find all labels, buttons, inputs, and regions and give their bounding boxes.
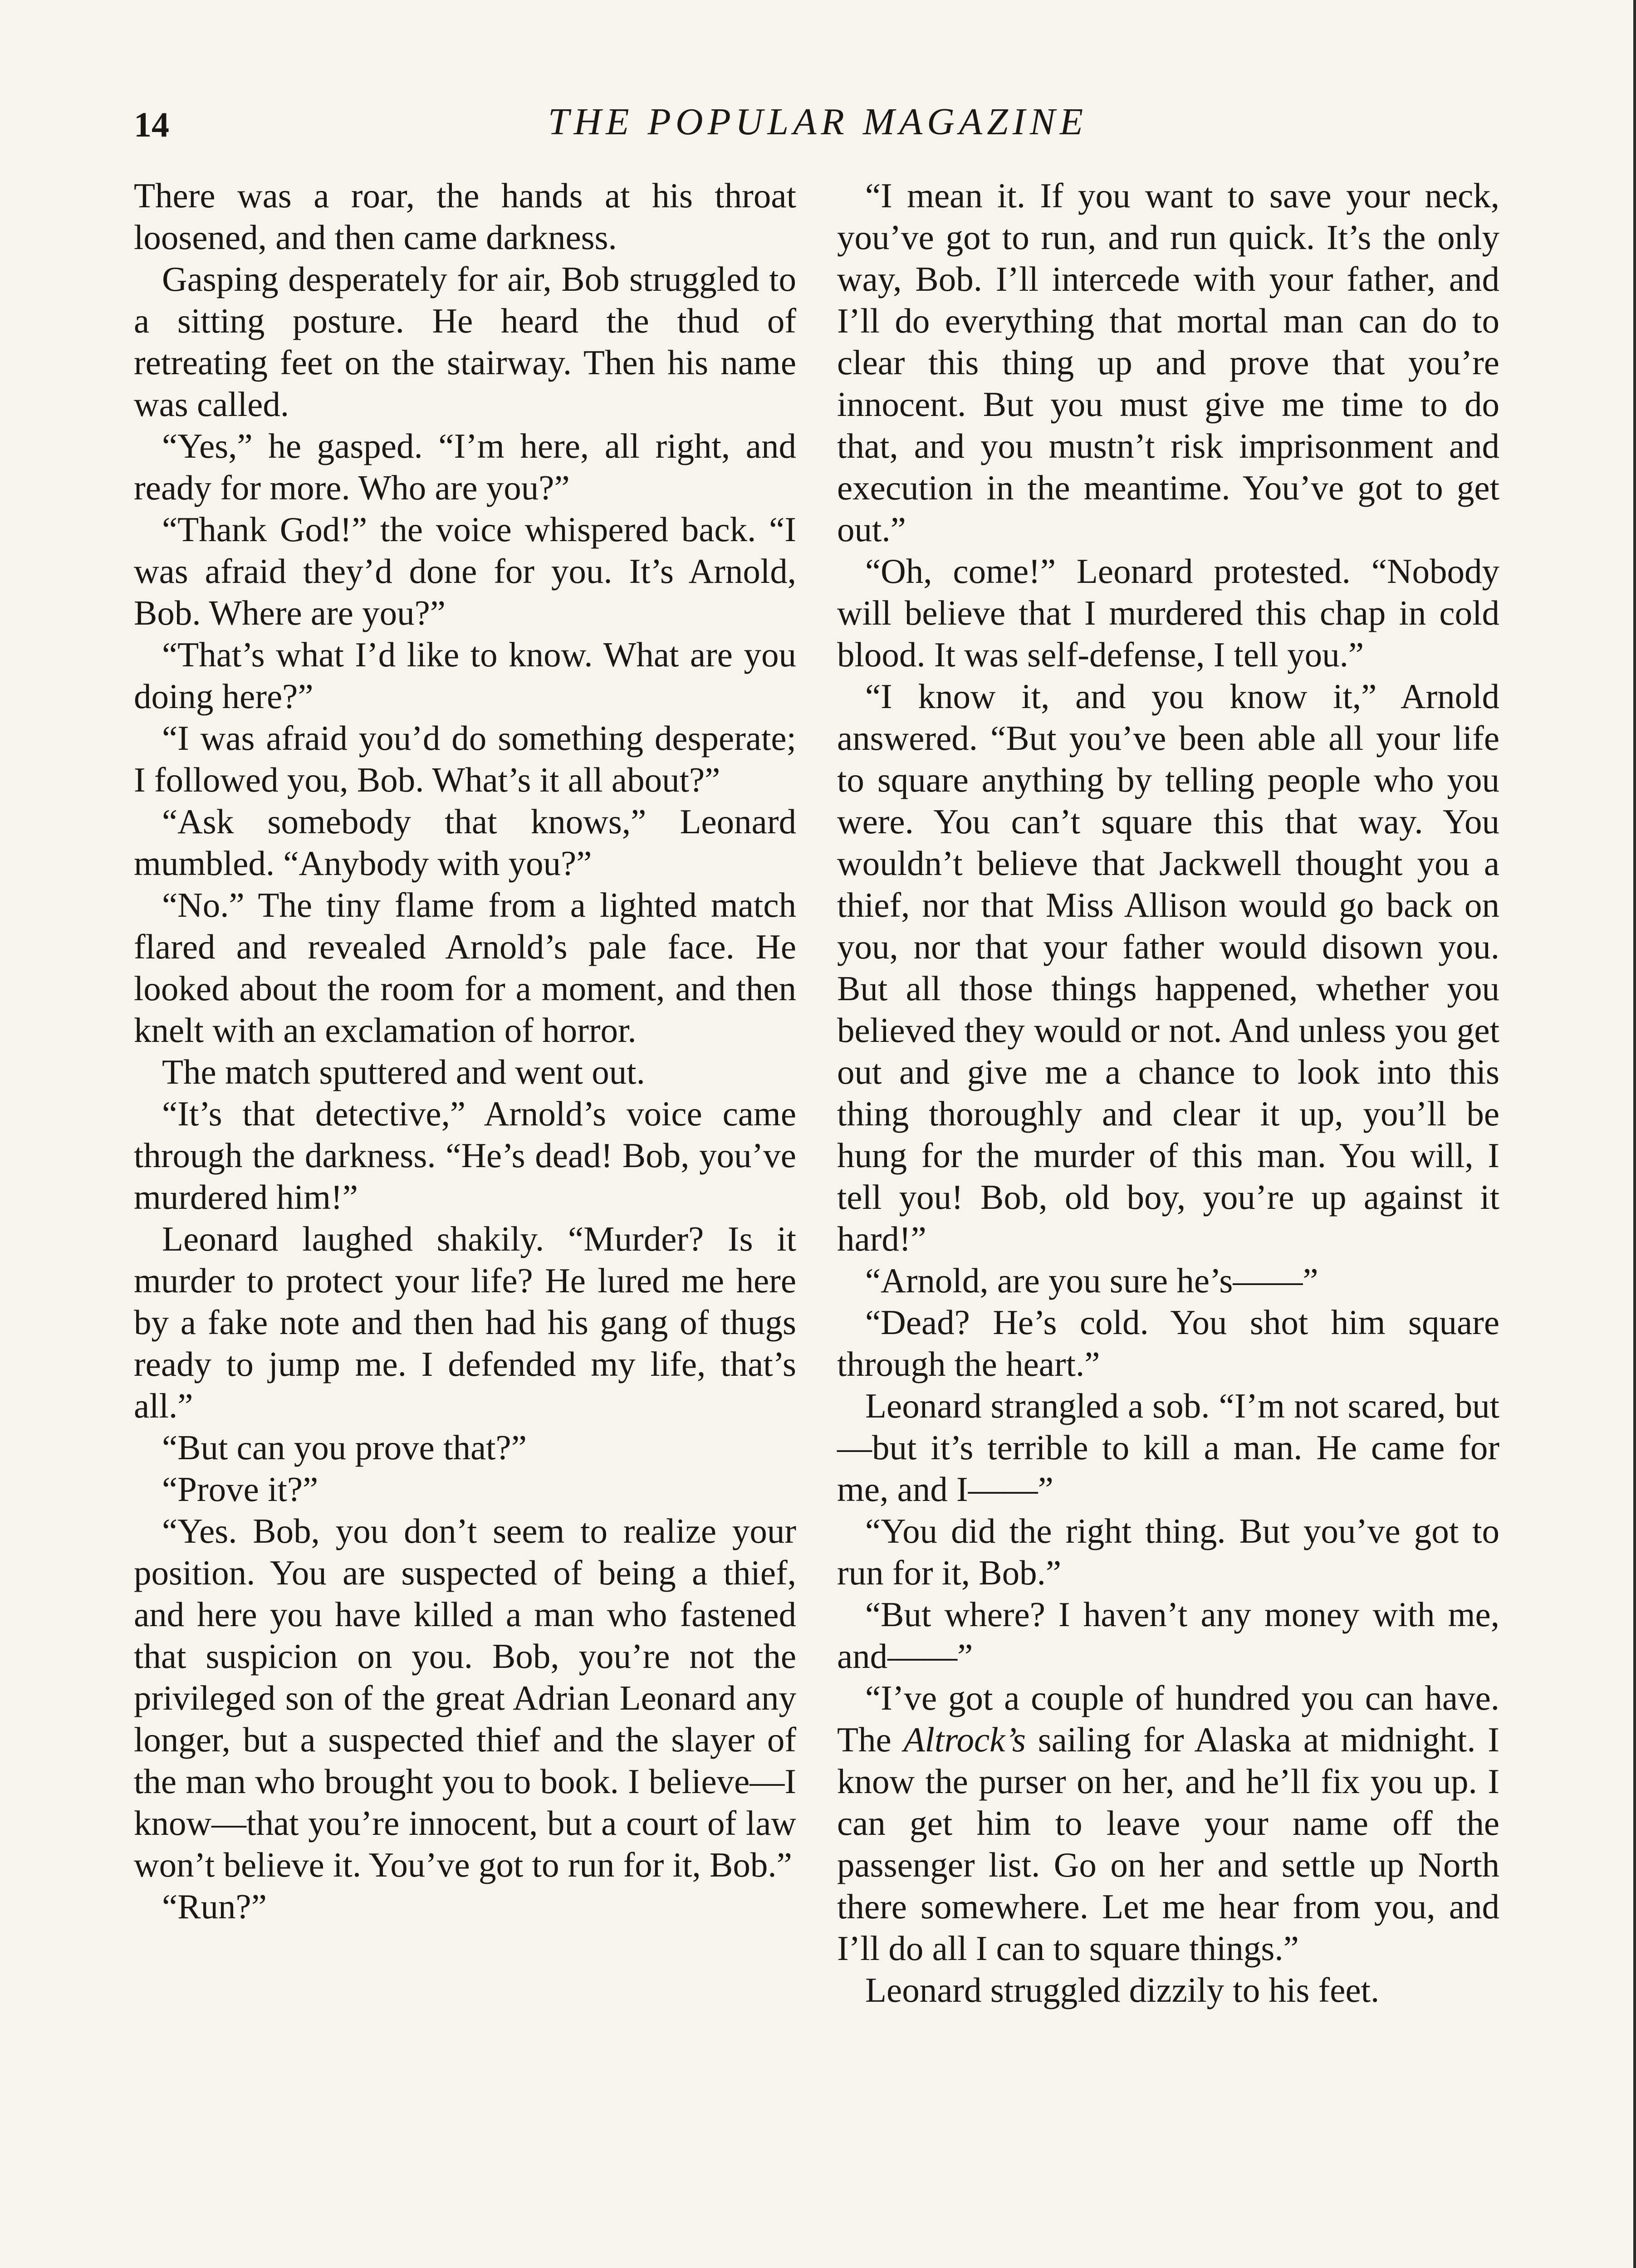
left-text-column — [134, 175, 796, 1927]
right-text-column — [837, 175, 1499, 2011]
paragraph: “Oh, come!” Leonard protested. “Nobody will believe that I murdered this chap in cold blood. It was self-defense, I tell you.” — [837, 552, 1499, 674]
paragraph: Leonard strangled a sob. “I’m not scared, but—but it’s terrible to kill a man. He came for me, and I——” — [837, 1386, 1499, 1509]
paragraph: “Dead? He’s cold. You shot him square through the heart.” — [837, 1303, 1499, 1383]
paragraph: “But where? I haven’t any money with me, and——” — [837, 1595, 1499, 1676]
paragraph: “Prove it?” — [162, 1470, 318, 1509]
paragraph: “Thank God!” the voice whispered back. “I was afraid they’d done for you. It’s Arnold, Bob. Where are you?” — [134, 510, 796, 632]
paragraph: There was a roar, the hands at his throat loosened, and then came darkness. — [134, 176, 796, 257]
paragraph: The match sputtered and went out. — [162, 1052, 645, 1091]
running-title: THE POPULAR MAGAZINE — [548, 101, 1088, 143]
page-header — [134, 91, 1502, 159]
page-number: 14 — [134, 105, 169, 144]
paragraph — [837, 1677, 1499, 1969]
paragraph: “You did the right thing. But you’ve got to run for it, Bob.” — [837, 1511, 1499, 1592]
paragraph: “Run?” — [162, 1887, 267, 1926]
paragraph: “No.” The tiny flame from a lighted match flared and revealed Arnold’s pale face. He looked about the room for a moment, and then knelt with an exclamation of horror. — [134, 885, 796, 1050]
paragraph: Leonard laughed shakily. “Murder? Is it murder to protect your life? He lured me here by a fake note and then had his gang of thugs ready to jump me. I defended my life, that’s all.” — [134, 1219, 796, 1425]
paragraph: “Yes,” he gasped. “I’m here, all right, and ready for more. Who are you?” — [134, 426, 796, 507]
paragraph: “But can you prove that?” — [162, 1428, 527, 1467]
paragraph: “Yes. Bob, you don’t seem to realize your position. You are suspected of being a thief, and here you have killed a man who fastened that suspicion on you. Bob, you’re not the privileged son of the great Adrian Leonard any longer, but a suspected thief and the slayer of the man who brought you to book. I believe—I know—that you’re innocent, but a court of law won’t believe it. You’ve got to run for it, Bob.” — [134, 1511, 796, 1884]
paragraph: “I was afraid you’d do something desperate; I followed you, Bob. What’s it all about?” — [134, 719, 796, 799]
paragraph: “Ask somebody that knows,” Leonard mumbled. “Anybody with you?” — [134, 802, 796, 883]
paragraph: Gasping desperately for air, Bob struggled to a sitting posture. He heard the thud of retreating feet on the stairway. Then his name was called. — [134, 259, 796, 424]
paragraph: Leonard struggled dizzily to his feet. — [865, 1970, 1380, 2009]
paragraph: “It’s that detective,” Arnold’s voice came through the darkness. “He’s dead! Bob, you’ve murdered him!” — [134, 1094, 796, 1217]
text-run: “I’ve got a couple of hundred you can have. The — [837, 1678, 1499, 1759]
text-run: sailing for Alaska at midnight. I know the purser on her, and he’ll fix you up. I can get him to leave your name off the passenger list. Go on her and settle up North there somewhere. Let me hear from you, and I’ll do all I can to square things.” — [837, 1720, 1499, 1968]
paragraph: “That’s what I’d like to know. What are you doing here?” — [134, 635, 796, 716]
paragraph: “I know it, and you know it,” Arnold answered. “But you’ve been able all your life to square anything by telling people who you were. You can’t square this that way. You wouldn’t believe that Jackwell thought you a thief, nor that Miss Allison would go back on you, nor that your father would disown you. But all those things happened, whether you believed they would or not. And unless you get out and give me a chance to look into this thing thoroughly and clear it up, you’ll be hung for the murder of this man. You will, I tell you! Bob, old boy, you’re up against it hard!” — [837, 677, 1499, 1258]
ship-name: Altrock’s — [903, 1720, 1026, 1759]
paragraph: “I mean it. If you want to save your neck, you’ve got to run, and run quick. It’s the only way, Bob. I’ll intercede with your father, and I’ll do everything that mortal man can do to clear this thing up and prove that you’re innocent. But you must give me time to do that, and you mustn’t risk imprisonment and execution in the meantime. You’ve got to get out.” — [837, 176, 1499, 549]
paragraph: “Arnold, are you sure he’s——” — [865, 1261, 1318, 1300]
